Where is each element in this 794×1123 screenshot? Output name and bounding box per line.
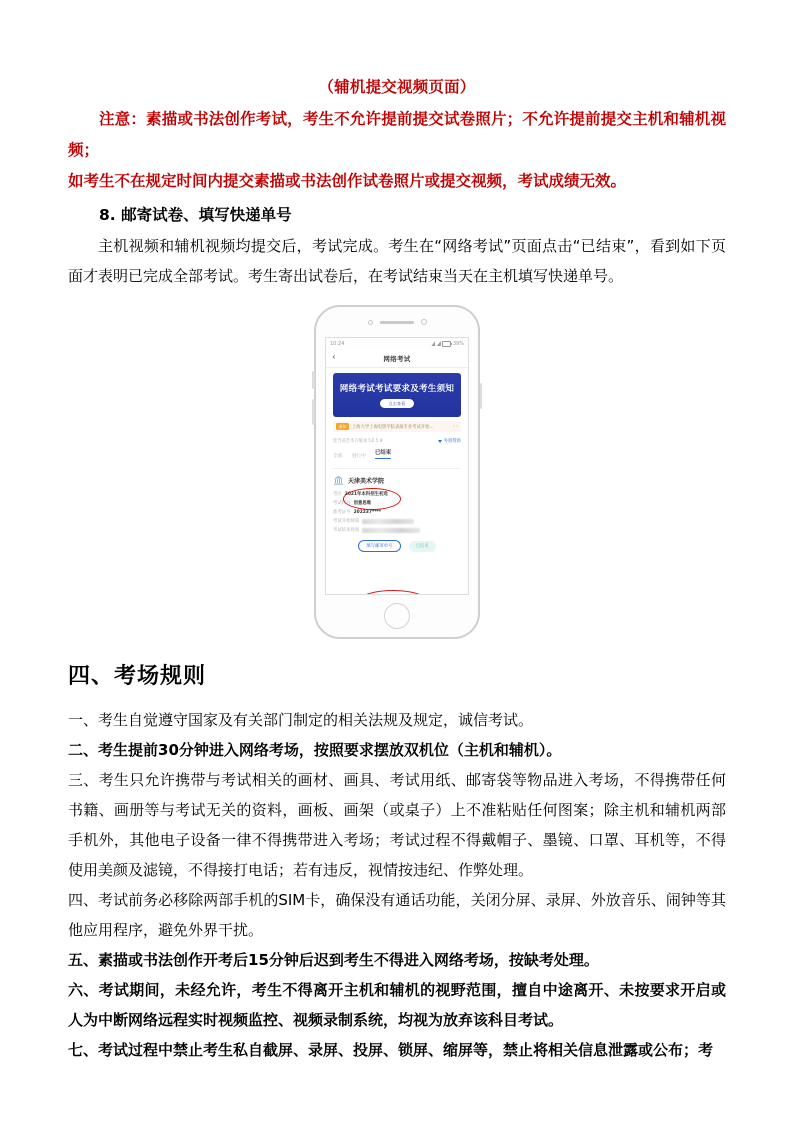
- annotation-ellipse-tracking-button: [358, 590, 428, 595]
- banner-title: 网络考试考试要求及考生须知: [339, 384, 455, 394]
- front-camera-icon: [368, 320, 373, 325]
- rule-paragraph-1: 一、考生自觉遵守国家及有关部门制定的相关法规及规定，诚信考试。: [68, 711, 534, 729]
- warning-line-2: 如考生不在规定时间内提交素描或书法创作试卷照片或提交视频，考试成绩无效。: [68, 172, 627, 190]
- external-help-link[interactable]: [438, 438, 461, 444]
- warning-paragraph: [68, 104, 726, 197]
- rule-paragraph-5: 五、素描或书法创作开考后15分钟后迟到考生不得进入网络考场，按缺考处理。: [68, 951, 599, 969]
- nav-title: 网络考试: [383, 354, 411, 363]
- card-field-row: [333, 518, 461, 524]
- card-field-row: [333, 500, 461, 506]
- warning-line-1: 注意：素描或书法创作考试，考生不允许提前提交试卷照片；不允许提前提交主机和辅机视频；: [68, 110, 726, 159]
- wifi-icon: [437, 341, 441, 346]
- status-bar-indicators: [431, 341, 464, 347]
- field-label: 准考证号: [333, 510, 351, 516]
- subsection-heading-8: 8. 邮寄试卷、填写快递单号: [99, 206, 292, 224]
- announcement-row[interactable]: [333, 421, 461, 432]
- pin-icon: [438, 440, 442, 443]
- card-field-row: [333, 509, 461, 515]
- battery-percent: 39%: [452, 340, 464, 347]
- field-label: 考试科目: [333, 501, 351, 507]
- field-label: 考试开始时间: [333, 519, 360, 525]
- home-button[interactable]: [384, 603, 410, 629]
- card-field-row: [333, 527, 461, 533]
- field-value: 2021年本科招生初选: [344, 492, 388, 498]
- card-field-row: [333, 491, 461, 497]
- section-heading-exam-rules: 四、考场规则: [68, 664, 207, 689]
- field-label: 考试结束时间: [333, 528, 360, 534]
- exam-status-tabs: [333, 448, 461, 462]
- rule-paragraph-2: 二、考生提前30分钟进入网络考场，按照要求摆放双机位（主机和辅机）。: [68, 741, 562, 759]
- tab-underline: [375, 458, 391, 459]
- announcement-text: 上海大学上海电影学院表演专业考试开始...: [352, 424, 434, 430]
- status-bar-time: 10:24: [330, 340, 345, 347]
- tab-finished[interactable]: [375, 448, 391, 462]
- page-caption-title: （辅机提交视频页面）: [318, 78, 476, 96]
- tab-all-label: 全部: [333, 454, 343, 460]
- phone-side-button-right: [480, 383, 483, 409]
- rule-paragraph-4: 四、考试前务必移除两部手机的SIM卡，确保没有通话功能，关闭分屏、录屏、外放音乐、闹钟等其他应用程序，避免外界干扰。: [68, 891, 726, 939]
- status-bar: [326, 338, 468, 349]
- exam-record-card[interactable]: [333, 468, 461, 552]
- school-row: [333, 475, 461, 486]
- app-version-text: 您当前艺术升版本为2.5.9: [333, 439, 383, 444]
- redacted-value: [362, 519, 414, 524]
- phone-mockup-figure: [68, 305, 726, 639]
- tab-all[interactable]: [333, 452, 343, 462]
- phone-earpiece-area: [316, 307, 478, 337]
- museum-icon: [333, 475, 344, 486]
- field-label: 考区: [333, 492, 342, 498]
- external-help-label: 外链帮助: [443, 439, 461, 444]
- earpiece-speaker: [380, 321, 414, 324]
- document-content: [68, 72, 726, 1065]
- sensor-icon: [421, 319, 427, 325]
- exam-notice-banner[interactable]: [333, 373, 461, 417]
- app-nav-bar: [326, 349, 468, 368]
- card-action-buttons: [333, 540, 461, 552]
- phone-screen: [325, 337, 469, 595]
- exam-finished-badge: 已结束: [409, 541, 436, 552]
- tab-in-progress[interactable]: [352, 452, 366, 462]
- back-chevron-icon[interactable]: ‹: [332, 352, 336, 363]
- battery-icon: [442, 341, 451, 347]
- field-value: 202237****: [353, 509, 382, 515]
- phone-device-frame: [314, 305, 480, 639]
- tab-in-progress-label: 进行中: [351, 454, 367, 460]
- redacted-value: [362, 528, 420, 533]
- announcement-arrow-icon: › ›: [452, 424, 458, 429]
- version-helper-row: [333, 438, 461, 444]
- rule-paragraph-6: 六、考试期间，未经允许，考生不得离开主机和辅机的视野范围，擅自中途离开、未按要求开启或人为中断网络远程实时视频监控、视频录制系统，均视为放弃该科目考试。: [68, 981, 726, 1029]
- tab-finished-label: 已结束: [375, 450, 392, 456]
- fill-tracking-number-button[interactable]: 填写邮寄单号: [358, 540, 400, 552]
- banner-view-button[interactable]: 点击查看: [380, 399, 415, 408]
- field-value: 创意思维: [353, 501, 372, 507]
- body-paragraph-mailing: 主机视频和辅机视频均提交后，考试完成。考生在“网络考试”页面点击“已结束”，看到如下页面才表明已完成全部考试。考生寄出试卷后，在考试结束当天在主机填写快递单号。: [68, 237, 726, 285]
- signal-icon: [431, 341, 435, 346]
- announcement-tag: 通知: [336, 423, 349, 430]
- rule-paragraph-7: 七、考试过程中禁止考生私自截屏、录屏、投屏、锁屏、缩屏等，禁止将相关信息泄露或公布；考: [68, 1041, 714, 1059]
- rule-paragraph-3: 三、考生只允许携带与考试相关的画材、画具、考试用纸、邮寄袋等物品进入考场，不得携带任何书籍、画册等与考试无关的资料，画板、画架（或桌子）上不准粘贴任何图案；除主机和辅机两部手机外，其他电子设备一律不得携带进入考场；考试过程不得戴帽子、墨镜、口罩、耳机等，不得使用美颜及滤镜，不得接打电话；若有违反，视情按违纪、作弊处理。: [68, 771, 726, 879]
- school-name: 天津美术学院: [348, 478, 385, 486]
